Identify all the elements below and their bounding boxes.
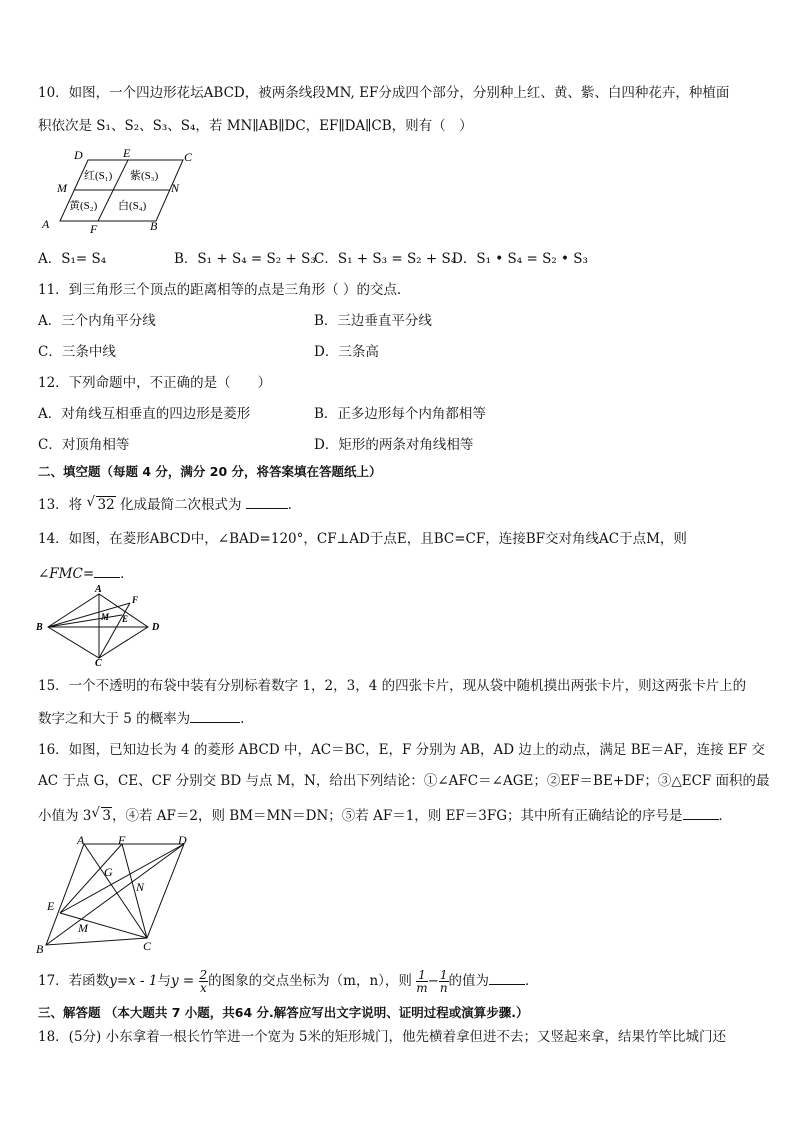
q17-line: 17．若函数y=x - 1与y = $\frac{2}{x}$ 的图象的交点坐标为（m，n），则 $\frac{1}{m}$ − $\frac{1}{n}$ 的值为 ． <box>38 968 539 995</box>
q12-option-d: D．矩形的两条对角线相等 <box>314 437 474 453</box>
q10-region-white: 白(S₄) <box>118 200 147 212</box>
q10-label-b: B <box>150 219 158 233</box>
q17-pre: 17．若函数 <box>38 973 110 989</box>
q12-option-a: A．对角线互相垂直的四边形是菱形 <box>38 406 251 422</box>
q17-term2-num: 1 <box>439 968 448 982</box>
q16-line3: 小值为 3 √ 3，④若 AF＝2，则 BM＝MN＝DN；⑤若 AF＝1，则 EF＝3FG；其中所有正确结论的序号是 ． <box>38 805 733 824</box>
q15-answer-blank[interactable] <box>190 708 240 723</box>
q10-label-c: C <box>184 150 193 164</box>
q17-func2-fraction <box>199 969 209 994</box>
q12-option-c: C．对顶角相等 <box>38 437 130 453</box>
section-fill-in-title: 二、填空题（每题 4 分，满分 20 分，将答案填在答题纸上） <box>38 464 382 479</box>
q14-label-m: M <box>101 612 110 622</box>
q10-line2: 积依次是 S₁、S₂、S₃、S₄，若 MN∥AB∥DC，EF∥DA∥CB，则有（ ） <box>38 118 473 134</box>
q14-label-e: E <box>122 614 129 624</box>
q16-answer-blank[interactable] <box>683 805 719 820</box>
q17-func2-num: 2 <box>199 968 208 982</box>
q13-line: 13．将 √ 32 化成最简二次根式为 ． <box>38 494 302 513</box>
q10-figure <box>38 146 208 238</box>
q11-option-d: D．三条高 <box>314 344 379 360</box>
q17-term1 <box>416 969 427 994</box>
q11-option-c: C．三条中线 <box>38 344 116 360</box>
q16-figure <box>34 834 196 958</box>
q14-label-a: A <box>95 584 102 595</box>
q11-stem: 11．到三角形三个顶点的距离相等的点是三角形（ ）的交点． <box>38 282 411 298</box>
q17-term1-num: 1 <box>418 968 426 982</box>
q13-answer-blank[interactable] <box>246 494 288 509</box>
q13-post: 化成最简二次根式为 <box>119 497 242 513</box>
q14-line2: ∠FMC= ． <box>38 563 134 583</box>
q10-label-d: D <box>74 148 83 162</box>
q15-line1: 15．一个不透明的布袋中装有分别标着数字 1，2，3，4 的四张卡片，现从袋中随机摸出两张卡片，则这两张卡片上的 <box>38 678 747 694</box>
q14-figure <box>36 584 168 669</box>
q10-option-a: A．S₁= S₄ <box>38 251 107 267</box>
section-solve-title: 三、解答题 （本大题共 7 小题，共64 分.解答应写出文字说明、证明过程或演算步骤.） <box>38 1005 529 1020</box>
q10-label-f: F <box>90 222 98 236</box>
q16-sqrt <box>91 807 112 825</box>
q16-label-d: D <box>178 833 187 847</box>
q10-region-yellow: 黄(S₂) <box>69 200 98 212</box>
q16-line2: AC 于点 G，CE、CF 分别交 BD 与点 M，N，给出下列结论：①∠AFC＝∠AGE；②EF＝BE+DF；③△ECF 面积的最 <box>38 773 770 789</box>
q12-option-b: B．正多边形每个内角都相等 <box>314 406 486 422</box>
q11-option-a: A．三个内角平分线 <box>38 313 156 329</box>
q14-label-d: D <box>152 622 160 633</box>
sqrt-icon: √ <box>86 494 96 510</box>
q16-line3b: ，④若 AF＝2，则 BM＝MN＝DN；⑤若 AF＝1，则 EF＝3FG；其中所有正确结论的序号是 <box>111 808 683 824</box>
q14-answer-blank[interactable] <box>94 563 120 578</box>
q18-line1: 18．(5分) 小东拿着一根长竹竿进一个宽为 5米的矩形城门，他先横着拿但进不去；又竖起来拿，结果竹竿比城门还 <box>38 1029 726 1045</box>
q17-mid: 与 <box>157 973 171 989</box>
q16-label-g: G <box>104 865 113 879</box>
q10-region-purple: 紫(S₃) <box>130 170 159 182</box>
q12-stem: 12．下列命题中，不正确的是（ ） <box>38 375 272 391</box>
q16-label-c: C <box>143 939 152 953</box>
q10-label-a: A <box>42 217 50 231</box>
q16-radicand: 3 <box>102 808 111 824</box>
q14-angle-label: ∠FMC= <box>38 566 95 582</box>
q14-line1: 14．如图，在菱形ABCD中，∠BAD=120°，CF⊥AD于点E，且BC=CF，连接BF交对角线AC于点M，则 <box>38 531 687 547</box>
q10-label-e: E <box>123 146 131 160</box>
q17-term2 <box>439 969 449 994</box>
q10-option-d: D．S₁ • S₄ = S₂ • S₃ <box>452 251 588 267</box>
q15-line2-text: 数字之和大于 5 的概率为 <box>38 711 191 727</box>
q13-sqrt <box>86 496 115 514</box>
q17-minus: − <box>427 973 439 989</box>
q14-label-f: F <box>132 595 139 605</box>
q16-label-b: B <box>36 942 44 956</box>
q14-label-c: C <box>95 658 102 669</box>
q14-label-b: B <box>36 622 43 633</box>
q16-label-f: F <box>118 833 126 847</box>
q17-func1: y=x - 1 <box>109 973 158 989</box>
sqrt-icon: √ <box>91 805 100 821</box>
q17-post: 的值为 <box>448 973 490 989</box>
q17-answer-blank[interactable] <box>489 970 525 985</box>
q10-option-b: B．S₁ + S₄ = S₂ + S₃ <box>174 251 316 267</box>
q17-func2-den: x <box>199 981 207 995</box>
q10-label-m: M <box>57 181 67 195</box>
q16-label-e: E <box>47 899 55 913</box>
q10-line1: 10．如图，一个四边形花坛ABCD，被两条线段MN, EF分成四个部分，分别种上红、黄、紫、白四种花卉，种植面 <box>38 85 730 101</box>
q17-term2-den: n <box>439 981 448 995</box>
q16-label-a: A <box>77 833 85 847</box>
q16-line1: 16．如图，已知边长为 4 的菱形 ABCD 中，AC＝BC，E，F 分别为 AB，AD 边上的动点，满足 BE＝AF，连接 EF 交 <box>38 742 765 758</box>
q11-option-b: B．三边垂直平分线 <box>314 313 432 329</box>
q10-label-n: N <box>171 181 180 195</box>
q10-option-c: C．S₁ + S₃ = S₂ + S₄ <box>314 251 457 267</box>
q13-pre: 13．将 <box>38 497 83 513</box>
q17-term1-den: m <box>416 981 428 995</box>
q13-radicand: 32 <box>97 497 115 513</box>
q17-mid2: 的图象的交点坐标为（m，n），则 <box>208 973 412 989</box>
q16-label-m: M <box>78 921 88 935</box>
q10-region-red: 红(S₁) <box>84 170 113 182</box>
q15-line2: 数字之和大于 5 的概率为 . <box>38 708 244 728</box>
q17-func2-lhs: y = <box>170 973 195 989</box>
q16-line3a: 小值为 3 <box>38 808 92 824</box>
q16-label-n: N <box>136 880 145 894</box>
